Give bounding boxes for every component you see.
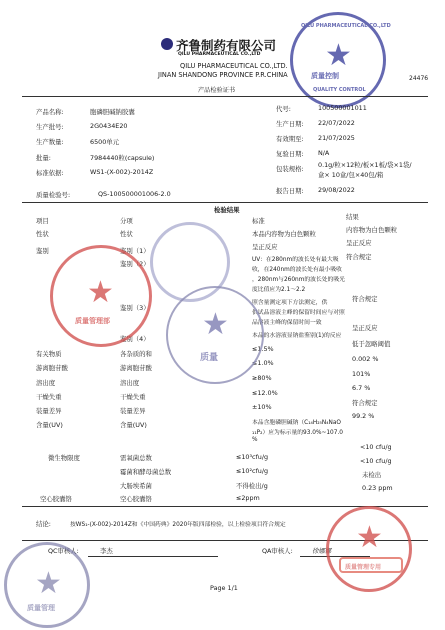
qc-number-value: QS-100500001006-2.0: [98, 190, 171, 198]
row-item: 装量差异: [36, 407, 62, 415]
expiry-date-label: 有效期至:: [276, 135, 304, 143]
row-item: 微生物限度: [48, 454, 80, 462]
seal-star-icon: ★: [356, 520, 383, 555]
row-standard-line: 收，在240nm的波长处有最小吸收: [252, 267, 342, 273]
row-category: 各杂质的和: [120, 350, 152, 358]
page-number: Page 1/1: [210, 584, 238, 592]
row-standard-line: 照含量测定项下方法测定，供: [252, 300, 328, 306]
center-seal: [166, 286, 264, 384]
column-header-standard: 标准: [252, 217, 265, 225]
report-date-value: 29/08/2022: [318, 186, 355, 194]
row-standard: ≥80%: [252, 374, 272, 382]
sheet-number: 24476: [409, 75, 429, 82]
row-result: <10 cfu/g: [360, 443, 392, 451]
row-category: 装量差异: [120, 407, 146, 415]
qc-reviewer-label: QC审核人:: [48, 547, 79, 555]
bottom-left-seal: [4, 542, 90, 628]
seal-label-box: [339, 557, 403, 573]
row-item: 有关物质: [36, 350, 62, 358]
row-standard: 不得检出/g: [236, 482, 268, 490]
row-result: 符合规定: [352, 399, 378, 407]
row-standard-line: 供试品溶液主峰的保留时间应与对照: [252, 310, 345, 316]
qc-number-label: 质量检验号:: [36, 191, 71, 199]
row-standard-line: UV：在280nm的波长处有最大吸: [252, 257, 339, 263]
lot-size-label: 批量:: [36, 154, 51, 162]
results-title: 检验结果: [214, 206, 240, 214]
row-standard: ≤1.5%: [252, 345, 274, 353]
seal-star-icon: ★: [87, 275, 114, 310]
column-header-item: 项目: [36, 217, 49, 225]
qc-signature-line: [88, 556, 218, 557]
row-standard-line: 品溶液主峰的保留时间一致: [252, 320, 322, 326]
company-name-cn: 齐鲁制药有限公司: [176, 38, 277, 53]
row-standard: 本品的水溶液显钠盐鉴别(1)的反应: [252, 333, 342, 339]
row-standard: 呈正反应: [252, 243, 278, 251]
row-category: 游离胞苷酸: [120, 364, 152, 372]
packaging-line-1: 0.1g/粒×12粒/板×1板/袋×1袋/: [318, 161, 412, 169]
address-line-1: QILU PHARMACEUTICAL CO.,LTD.: [180, 62, 288, 70]
row-category: 霉菌和酵母菌总数: [120, 468, 172, 476]
row-result: 101%: [352, 370, 371, 378]
row-category: 性状: [120, 230, 133, 238]
packaging-label: 包装规格:: [276, 165, 304, 173]
batch-label: 生产批号:: [36, 123, 64, 131]
qc-reviewer-name: 李杰: [100, 547, 113, 555]
packaging-line-2: 盒× 10盒/包×40包/箱: [318, 171, 384, 179]
row-standard-line: %: [252, 437, 258, 443]
row-standard: ≤12.0%: [252, 389, 278, 397]
product-name-value: 胞磷胆碱钠胶囊: [90, 108, 135, 116]
row-result: 0.002 %: [352, 355, 379, 363]
row-result: 内容物为白色颗粒: [346, 226, 398, 234]
lot-size-value: 7984440粒(capsule): [90, 154, 155, 162]
row-standard: ≤10³cfu/g: [236, 453, 269, 461]
column-header-category: 分项: [120, 217, 133, 225]
row-result: 99.2 %: [352, 412, 375, 420]
address-line-2: JINAN SHANDONG PROVINCE P.R.CHINA: [158, 71, 288, 79]
retest-date-label: 复验日期:: [276, 150, 304, 158]
row-result: 低于忽略阈值: [352, 340, 391, 348]
quantity-value: 6500单元: [90, 138, 120, 146]
code-label: 代号:: [276, 105, 291, 113]
row-standard-line: ，280nm与260nm的波长处的吸光: [252, 277, 345, 283]
code-value: 100500001011: [318, 104, 367, 112]
row-item: 含量(UV): [36, 421, 63, 429]
row-category: 大肠埃希菌: [120, 482, 152, 490]
seal-text-1: 质量控制: [311, 72, 339, 80]
row-result: 0.23 ppm: [362, 484, 393, 492]
qa-reviewer-name: 徐娜娜: [312, 547, 332, 555]
seal-star-icon: ★: [35, 566, 62, 601]
info-divider: [22, 202, 428, 203]
row-category: 空心胶囊铬: [120, 495, 152, 503]
seal-text: 质量管理部: [75, 317, 110, 325]
standard-label: 标准依据:: [36, 169, 64, 177]
seal-star-icon: ★: [202, 307, 229, 342]
quality-department-seal: [50, 245, 152, 347]
seal-ring-text: QILU PHARMACEUTICAL CO.,LTD: [301, 23, 391, 29]
row-item: 鉴别: [36, 247, 49, 255]
seal-text: 质量管理专用: [345, 564, 382, 571]
row-result: 符合规定: [352, 295, 378, 303]
company-name-en: QILU PHARMACEUTICAL CO.,LTD: [178, 52, 261, 57]
retest-date-value: N/A: [318, 149, 330, 157]
seal-text: 质量: [200, 353, 219, 363]
seal-bottom-text: QUALITY CONTROL: [313, 87, 366, 93]
row-result: <10 cfu/g: [360, 457, 392, 465]
row-standard: ≤2ppm: [236, 494, 260, 502]
report-date-label: 报告日期:: [276, 187, 304, 195]
conclusion-text: 按WS₁-(X-002)-2014Z和《中国药典》2020年版四部检验，以上检验项目符合规定: [70, 522, 286, 528]
qa-reviewer-label: QA审核人:: [262, 547, 293, 555]
product-name-label: 产品名称:: [36, 108, 64, 116]
quality-control-seal: [290, 12, 391, 108]
row-result: 呈正反应: [352, 324, 378, 332]
row-standard-line: 本品含胞磷胆碱钠（C₁₄H₂₅N₄NaO: [252, 420, 341, 426]
batch-value: 2G0434E20: [90, 122, 128, 130]
row-item: 空心胶囊铬: [40, 495, 72, 503]
row-result: 6.7 %: [352, 384, 371, 392]
row-item: 游离胞苷酸: [36, 364, 68, 372]
row-category: 含量(UV): [120, 421, 147, 429]
row-item: 溶出度: [36, 379, 56, 387]
column-header-result: 结果: [346, 213, 359, 221]
row-category: 鉴别（4）: [120, 335, 150, 343]
row-category: 溶出度: [120, 379, 140, 387]
row-result: 呈正反应: [346, 239, 372, 247]
company-logo-icon: [161, 38, 173, 50]
row-category: 需氧菌总数: [120, 454, 152, 462]
row-item: 性状: [36, 230, 49, 238]
bottom-right-seal: [326, 506, 412, 592]
row-standard: 本品内容物为白色颗粒: [252, 230, 316, 238]
conclusion-label: 结论:: [36, 520, 51, 528]
row-category: 干燥失重: [120, 393, 146, 401]
row-result: 符合规定: [346, 253, 372, 261]
row-category: 鉴别（2）: [120, 260, 150, 268]
standard-value: WS1-(X-002)-2014Z: [90, 168, 154, 176]
row-standard-line: 度比值应为2.1～2.2: [252, 287, 306, 293]
row-result: 未检出: [362, 471, 382, 479]
seal-star-icon: ★: [325, 38, 352, 73]
mfg-date-value: 22/07/2022: [318, 119, 355, 127]
row-standard-line: ₁₁P₂）应为标示量的93.0%~107.0: [252, 430, 343, 436]
mfg-date-label: 生产日期:: [276, 120, 304, 128]
row-standard: ±10%: [252, 403, 272, 411]
expiry-date-value: 21/07/2025: [318, 134, 355, 142]
row-standard: ≤10²cfu/g: [236, 467, 269, 475]
header-divider: [22, 96, 428, 97]
seal-text: 质量管理: [27, 604, 55, 612]
row-item: 干燥失重: [36, 393, 62, 401]
row-category: 鉴别（3）: [120, 304, 150, 312]
row-category: 鉴别（1）: [120, 247, 150, 255]
document-type: 产品检验证书: [198, 87, 236, 94]
row-standard: ≤1.0%: [252, 359, 274, 367]
quantity-label: 生产数量:: [36, 138, 64, 146]
